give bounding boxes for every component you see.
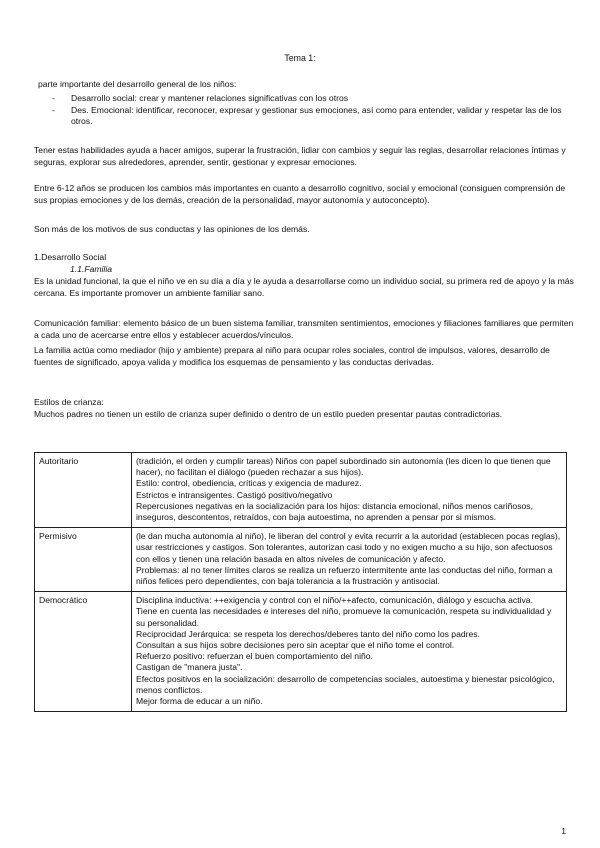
description-line: Repercusiones negativas en la socialización para los hijos: distancia emocional, niños menos cariñosos, inseguros, descontentos, retraídos, con baja autoestima, no aprenden a pensar por si mismos.: [136, 500, 533, 523]
description-line: Estilo: control, obediencia, críticas y exigencia de madurez.: [136, 478, 362, 489]
list-item: - Des. Emocional: identificar, reconocer, expresar y gestionar sus emociones, así como para entender, validar y respetar las de los otros.: [52, 104, 562, 127]
page-title: Tema 1:: [284, 53, 316, 63]
paragraph-comunicacion: Comunicación familiar: elemento básico de un buen sistema familiar, transmiten sentimientos, emociones y filiaciones familiares que permiten a cada uno de acercarse entre ellos y establecer acuerdos/vínculos.: [34, 318, 574, 340]
paragraph-mediador: La familia actúa como mediador (hijo y ambiente) prepara al niño para ocupar roles sociales, control de impulsos, valores, desarrollo de fuentes de significado, apoya valida y modifica los esquemas de pensamiento y las conductas derivadas.: [34, 345, 550, 367]
estilos-intro: Muchos padres no tienen un estilo de crianza super definido o dentro de un estilo pueden presentar pautas contradictorias.: [34, 409, 503, 419]
style-name: Autoritario: [35, 453, 132, 528]
paragraph-habilidades: Tener estas habilidades ayuda a hacer amigos, superar la frustración, lidiar con cambios y seguir las reglas, desarrollar relaciones íntimas y seguras, explorar sus alrededores, aprender, sentir, gestionar y expresar emociones.: [34, 145, 566, 167]
description-line: Reciprocidad Jerárquica: se respeta los derechos/deberes tanto del niño como los padres.: [136, 628, 480, 639]
description-line: Castigan de "manera justa".: [136, 662, 243, 673]
table-row: [35, 453, 567, 528]
description-line: Efectos positivos en la socialización: desarrollo de competencias sociales, autoestima y bienestar psicológico, menos conflictos.: [136, 673, 555, 695]
paragraph-edad: Entre 6-12 años se producen los cambios más importantes en cuanto a desarrollo cognitivo, social y emocional (consiguen comprensión de sus propias emociones y de los demás, creación de la personalidad, mayor autonomía y autoconcepto).: [34, 183, 566, 205]
section-heading: 1.Desarrollo Social: [34, 252, 107, 262]
description-line: (le dan mucha autonomía al niño), le liberan del control y evita recurrir a la autoridad (establecen pocas reglas), usar restricciones y castigos. Son tolerantes, autorizan casi todo y no exigen mucho a su hijo, son afectuosos con ellos y tienen una relación basada en altos niveles de comunicación y afecto.: [136, 531, 561, 564]
description-line: Disciplina inductiva: ++exigencia y control con el niño/++afecto, comunicación, diálogo y escucha activa.: [136, 595, 533, 606]
paragraph-motivos: Son más de los motivos de sus conductas y las opiniones de los demás.: [34, 224, 310, 234]
description-line: Estrictos e intransigentes. Castigó positivo/negativo: [136, 489, 333, 500]
subsection-heading: 1.1.Familia: [70, 264, 113, 274]
style-name: Democrático: [35, 592, 132, 712]
bullet-text: Des. Emocional: identificar, reconocer, expresar y gestionar sus emociones, así como para entender, validar y respetar las de los otros.: [71, 104, 562, 127]
description-line: Mejor forma de educar a un niño.: [136, 696, 263, 707]
bullet-list: [34, 93, 574, 128]
parenting-styles-table: [34, 452, 567, 712]
table-row: [35, 528, 567, 592]
description-line: Refuerzo positivo: refuerzan el buen comportamiento del niño.: [136, 651, 373, 662]
paragraph-familia: Es la unidad funcional, la que el niño ve en su día a día y le ayuda a desarrollarse como un individuo social, su primera red de apoyo y la más cercana. Es importante promover un ambiente familiar sano.: [34, 276, 574, 298]
description-line: (tradición, el orden y cumplir tareas) Niños con papel subordinado sin autonomía (les dicen lo que tienen que hacer), no facilitan el diálogo (pueden rechazar a sus hijos).: [136, 456, 551, 478]
description-line: Problemas: al no tener límites claros se realiza un refuerzo intermitente ante las conductas del niño, forman a niños felices pero dependientes, con baja tolerancia a la frustración y antisocial.: [136, 564, 553, 587]
list-item: - Desarrollo social: crear y mantener relaciones significativas con los otros: [52, 93, 349, 103]
style-description: [132, 453, 567, 528]
description-line: Consultan a sus hijos sobre decisiones pero sin aceptar que el niño tome el control.: [136, 640, 455, 651]
bullet-text: Desarrollo social: crear y mantener relaciones significativas con los otros: [71, 93, 349, 103]
page-number: 1: [561, 826, 566, 836]
table-row: [35, 592, 567, 712]
intro-line: parte importante del desarrollo general de los niños:: [38, 79, 237, 89]
style-description: [132, 528, 567, 592]
style-name: Permisivo: [35, 528, 132, 592]
estilos-heading: Estilos de crianza:: [34, 397, 104, 407]
style-description: [132, 592, 567, 712]
description-line: Tiene en cuenta las necesidades e intereses del niño, promueve la comunicación, respeta su individualidad y su personalidad.: [136, 606, 552, 628]
